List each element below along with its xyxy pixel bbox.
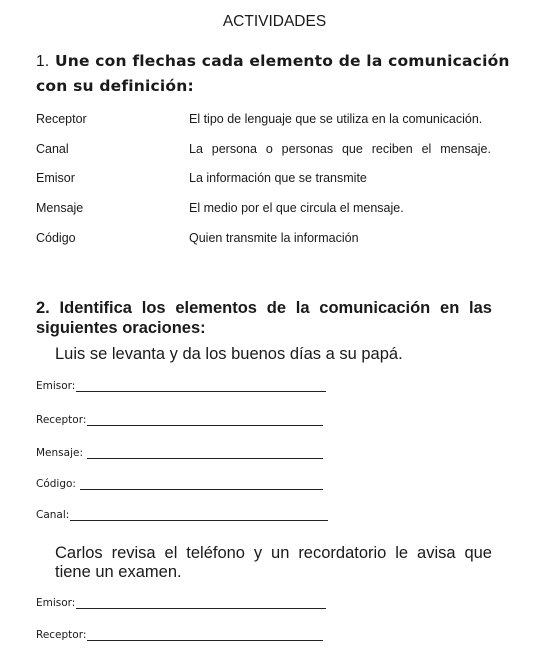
word: persona	[211, 142, 257, 156]
answer-line[interactable]	[80, 478, 323, 490]
answer-line[interactable]	[87, 629, 323, 641]
word: un	[271, 544, 290, 562]
definition-4: El medio por el que circula el mensaje.	[189, 201, 404, 215]
field-receptor-2[interactable]	[36, 629, 323, 641]
question-1-instruction: Une con flechas cada elemento de la comunicación	[54, 52, 510, 70]
definition-2	[189, 142, 491, 156]
word: le	[395, 544, 409, 562]
word: 2.	[36, 299, 50, 317]
word: La	[189, 142, 203, 156]
question-2-heading	[36, 298, 492, 338]
page-title: ACTIVIDADES	[222, 13, 327, 30]
sentence-1: Luis se levanta y da los buenos días a su papá.	[55, 345, 403, 363]
answer-line[interactable]	[70, 509, 328, 521]
word: y	[253, 544, 263, 562]
word: los	[141, 299, 166, 317]
question-2-line-1	[36, 298, 492, 318]
field-label: Mensaje:	[36, 447, 83, 459]
answer-line[interactable]	[76, 380, 326, 392]
field-mensaje-1[interactable]	[36, 447, 323, 459]
term-canal: Canal	[36, 142, 69, 156]
term-receptor: Receptor	[36, 112, 87, 126]
question-1-line-1	[36, 52, 510, 71]
word: el	[164, 544, 178, 562]
term-codigo: Código	[36, 231, 76, 245]
word: que	[341, 142, 363, 156]
word: que	[464, 544, 492, 562]
word: Carlos	[55, 544, 103, 562]
field-emisor-2[interactable]	[36, 597, 326, 609]
word: de	[266, 299, 286, 317]
answer-line[interactable]	[87, 414, 323, 426]
field-label: Canal:	[36, 509, 70, 521]
field-emisor-1[interactable]	[36, 380, 326, 392]
definition-3: La información que se transmite	[189, 171, 367, 185]
word: revisa	[111, 544, 156, 562]
sentence-2	[55, 544, 492, 582]
term-emisor: Emisor	[36, 171, 75, 185]
question-2-line-2: siguientes oraciones:	[36, 319, 206, 337]
answer-line[interactable]	[76, 597, 326, 609]
word: recordatorio	[298, 544, 387, 562]
field-label: Código:	[36, 478, 76, 490]
question-1-line-2: con su definición:	[36, 77, 194, 95]
word: o	[265, 142, 273, 156]
answer-line[interactable]	[87, 447, 323, 459]
field-label: Emisor:	[36, 597, 76, 609]
field-label: Emisor:	[36, 380, 76, 392]
word: la	[295, 299, 310, 317]
question-1-number: 1.	[36, 53, 50, 70]
field-codigo-1[interactable]	[36, 478, 323, 490]
field-receptor-1[interactable]	[36, 414, 323, 426]
word: elementos	[175, 299, 257, 317]
word: las	[469, 299, 492, 317]
term-mensaje: Mensaje	[36, 201, 84, 215]
word: en	[440, 299, 460, 317]
word: Identifica	[59, 299, 132, 317]
field-label: Receptor:	[36, 414, 87, 426]
sentence-2-line-1	[55, 544, 492, 563]
word: reciben	[371, 142, 413, 156]
sentence-2-line-2: tiene un examen.	[55, 563, 182, 581]
word: personas	[281, 142, 334, 156]
word: el	[421, 142, 432, 156]
field-label: Receptor:	[36, 629, 87, 641]
definition-5: Quien transmite la información	[189, 231, 359, 245]
word: mensaje.	[440, 142, 491, 156]
word: comunicación	[319, 299, 431, 317]
field-canal-1[interactable]	[36, 509, 328, 521]
word: avisa	[417, 544, 456, 562]
word: teléfono	[186, 544, 245, 562]
definition-1: El tipo de lenguaje que se utiliza en la comunicación.	[189, 112, 483, 126]
